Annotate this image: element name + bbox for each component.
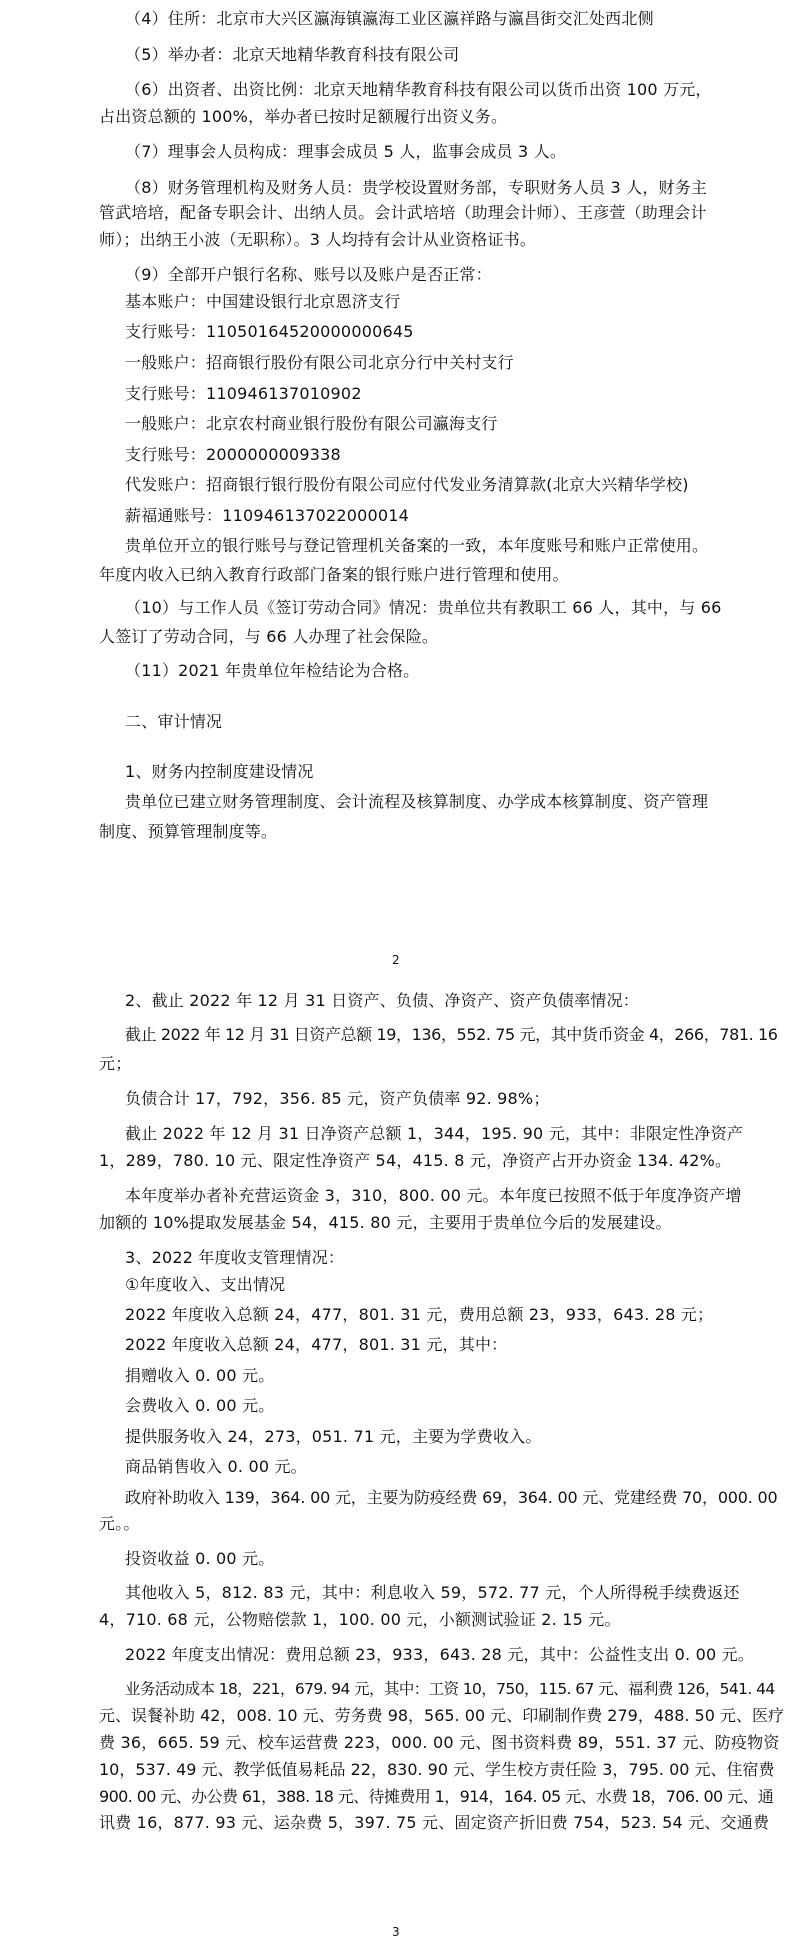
text-line: （7）理事会人员构成：理事会成员 5 人，监事会成员 3 人。 [125, 142, 567, 161]
text-line: （11）2021 年贵单位年检结论为合格。 [125, 661, 420, 680]
text-line: 政府补助收入 139，364. 00 元，主要为防疫经费 69，364. 00 元、党建经费 70，000. 00 [125, 1488, 778, 1507]
text-line: 2022 年度收入总额 24，477，801. 31 元，费用总额 23，933，643. 28 元； [125, 1305, 714, 1324]
text-line: 截止 2022 年 12 月 31 日资产总额 19，136，552. 75 元，其中货币资金 4，266，781. 16 [125, 1025, 778, 1044]
subsection-heading: 1、财务内控制度建设情况 [125, 762, 314, 781]
text-line: 捐赠收入 0. 00 元。 [125, 1366, 275, 1385]
text-line: 元、误餐补助 42，008. 10 元、劳务费 98，565. 00 元、印刷制作费 279，488. 50 元、医疗 [99, 1706, 784, 1725]
text-line: 贵单位已建立财务管理制度、会计流程及核算制度、办学成本核算制度、资产管理 [125, 792, 709, 811]
text-line: 制度、预算管理制度等。 [99, 822, 278, 841]
text-line: 元。。 [99, 1514, 140, 1533]
text-line: 一般账户：招商银行股份有限公司北京分行中关村支行 [125, 353, 514, 372]
text-line: （8）财务管理机构及财务人员：贵学校设置财务部，专职财务人员 3 人，财务主 [125, 178, 708, 197]
text-line: 管武培培，配备专职会计、出纳人员。会计武培培（助理会计师）、王彦萱（助理会计 [99, 203, 707, 222]
text-line: （5）举办者：北京天地精华教育科技有限公司 [125, 45, 460, 64]
text-line: ①年度收入、支出情况 [125, 1275, 286, 1294]
text-line: 师）；出纳王小波（无职称）。3 人均持有会计从业资格证书。 [99, 230, 537, 249]
text-line: 支行账号：11050164520000000645 [125, 322, 414, 341]
text-line: （6）出资者、出资比例：北京天地精华教育科技有限公司以货币出资 100 万元， [125, 80, 712, 99]
page-number: 2 [392, 953, 400, 967]
text-line: 10，537. 49 元、教学低值易耗品 22，830. 90 元、学生校方责任险 3，795. 00 元、住宿费 [99, 1760, 775, 1779]
text-line: 占出资总额的 100%，举办者已按时足额履行出资义务。 [99, 107, 508, 126]
text-line: 费 36，665. 59 元、校车运营费 223，000. 00 元、图书资料费 89，551. 37 元、防疫物资 [99, 1733, 780, 1752]
text-line: 4，710. 68 元，公物赔偿款 1，100. 00 元，小额测试验证 2. 15 元。 [99, 1610, 621, 1629]
text-line: 本年度举办者补充营运资金 3，310，800. 00 元。本年度已按照不低于年度净资产增 [125, 1186, 742, 1205]
text-line: 2022 年度支出情况：费用总额 23，933，643. 28 元，其中：公益性支出 0. 00 元。 [125, 1645, 755, 1664]
text-line: 900. 00 元、办公费 61，388. 18 元、待摊费用 1，914，164. 05 元、水费 18，706. 00 元、通 [99, 1787, 774, 1806]
text-line: 代发账户：招商银行银行股份有限公司应付代发业务清算款(北京大兴精华学校) [125, 475, 689, 494]
text-line: 基本账户：中国建设银行北京恩济支行 [125, 292, 401, 311]
text-line: 会费收入 0. 00 元。 [125, 1396, 275, 1415]
text-line: 商品销售收入 0. 00 元。 [125, 1457, 307, 1476]
text-line: 其他收入 5，812. 83 元，其中：利息收入 59，572. 77 元，个人所得税手续费返还 [125, 1583, 740, 1602]
text-line: 投资收益 0. 00 元。 [125, 1549, 275, 1568]
text-line: 年度内收入已纳入教育行政部门备案的银行账户进行管理和使用。 [99, 565, 569, 584]
text-line: （4）住所：北京市大兴区瀛海镇瀛海工业区瀛祥路与瀛昌街交汇处西北侧 [125, 9, 654, 28]
text-line: 负债合计 17，792，356. 85 元，资产负债率 92. 98%； [125, 1089, 550, 1108]
text-line: 业务活动成本 18，221，679. 94 元，其中：工资 10，750，115. 67 元、福利费 126，541. 44 [125, 1680, 775, 1698]
text-line: 加额的 10%提取发展基金 54，415. 80 元，主要用于贵单位今后的发展建设。 [99, 1213, 672, 1232]
text-line: 2、截止 2022 年 12 月 31 日资产、负债、净资产、资产负债率情况： [125, 991, 639, 1010]
page-number: 3 [392, 1925, 400, 1939]
text-line: 贵单位开立的银行账号与登记管理机关备案的一致，本年度账号和账户正常使用。 [125, 536, 709, 555]
text-line: 支行账号：2000000009338 [125, 445, 341, 464]
text-line: 提供服务收入 24，273，051. 71 元，主要为学费收入。 [125, 1427, 542, 1446]
text-line: 人签订了劳动合同，与 66 人办理了社会保险。 [99, 627, 439, 646]
text-line: 讯费 16，877. 93 元、运杂费 5，397. 75 元、固定资产折旧费 754，523. 54 元、交通费 [99, 1813, 770, 1832]
text-line: 2022 年度收入总额 24，477，801. 31 元，其中： [125, 1335, 508, 1354]
text-line: 一般账户：北京农村商业银行股份有限公司瀛海支行 [125, 414, 498, 433]
section-heading: 二、审计情况 [125, 712, 223, 731]
text-line: 薪福通账号：110946137022000014 [125, 506, 410, 525]
document-page-2 [0, 975, 793, 1950]
text-line: 支行账号：110946137010902 [125, 384, 362, 403]
text-line: 截止 2022 年 12 月 31 日净资产总额 1，344，195. 90 元，其中：非限定性净资产 [125, 1124, 744, 1143]
text-line: （10）与工作人员《签订劳动合同》情况：贵单位共有教职工 66 人，其中，与 66 [125, 598, 722, 617]
text-line: 1，289，780. 10 元、限定性净资产 54，415. 8 元，净资产占开办资金 134. 42%。 [99, 1151, 732, 1170]
subsection-heading: 3、2022 年度收支管理情况： [125, 1248, 345, 1267]
text-line: （9）全部开户银行名称、账号以及账户是否正常： [125, 265, 492, 284]
text-line: 元； [99, 1054, 132, 1073]
